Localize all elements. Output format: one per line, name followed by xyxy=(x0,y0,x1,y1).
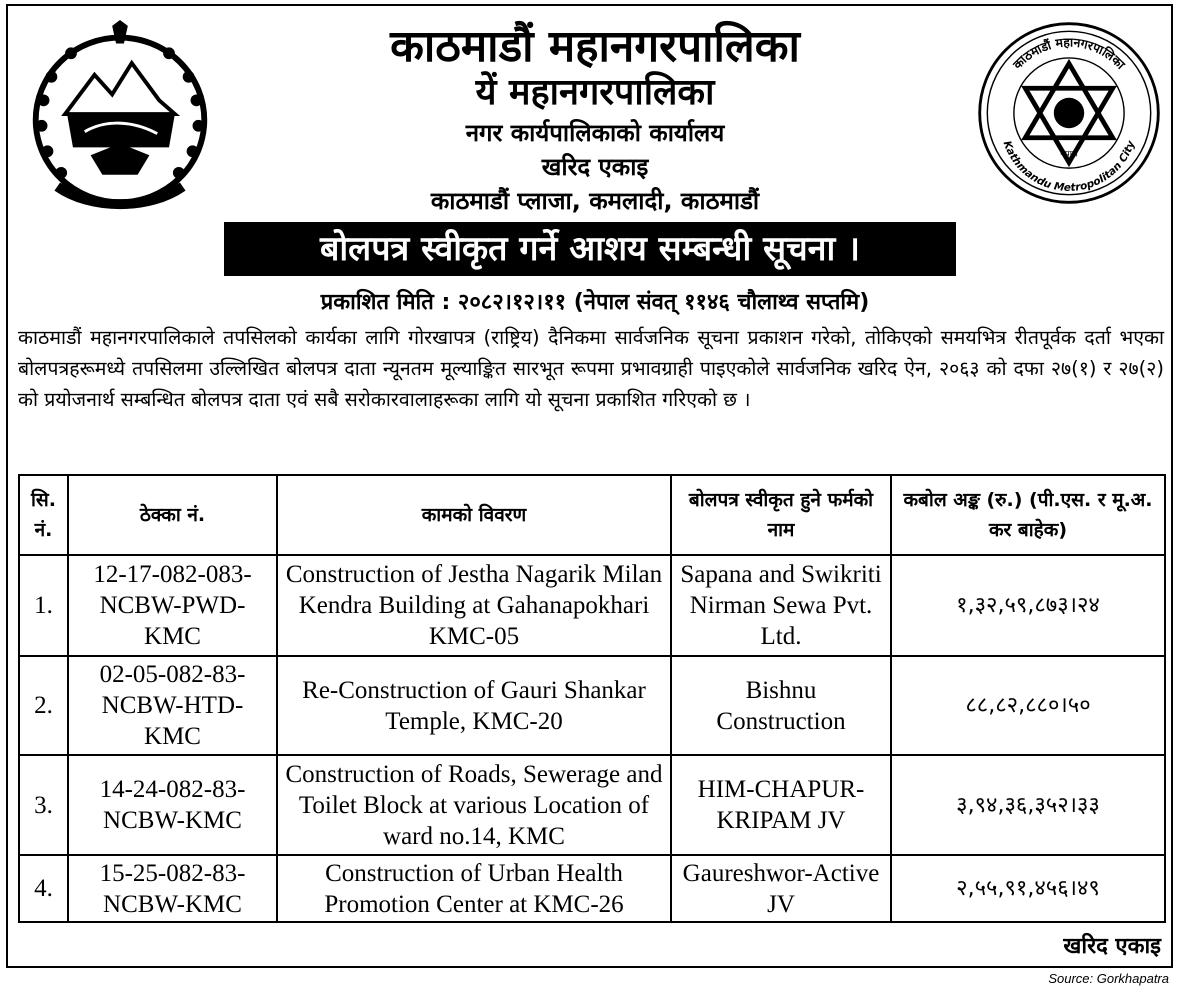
notice-body: काठमाडौं महानगरपालिकाले तपसिलको कार्यका लागि गोरखापत्र (राष्ट्रिय) दैनिकमा सार्वजनिक सूचना प्रकाशन गरेको, तोकिएको समयभित्र रीतपूर्वक दर्ता भएका बोलपत्रहरूमध्ये तपसिलमा उल्लिखित बोलपत्र दाता न्यूनतम मूल्याङ्कित सारभूत रूपमा प्रभावग्राही पाइएकोले सार्वजनिक खरिद ऐन, २०६३ को दफा २७(१) र २७(२) को प्रयोजनार्थ सम्बन्धित बोलपत्र दाता एवं सबै सरोकारवालाहरूका लागि यो सूचना प्रकाशित गरिएको छ । xyxy=(18,326,1164,411)
cell-contract-no: 14-24-082-83-NCBW-KMC xyxy=(68,755,277,855)
unit-name: खरिद एकाइ xyxy=(541,153,649,181)
contract-table xyxy=(18,474,1166,923)
table-row xyxy=(19,555,1165,656)
table-row xyxy=(19,656,1165,755)
cell-amount: १,३२,५९,८७३।२४ xyxy=(891,555,1165,656)
cell-description: Re-Construction of Gauri Shankar Temple, KMC-20 xyxy=(277,656,671,755)
cell-sn: 1. xyxy=(19,555,68,656)
table-row xyxy=(19,855,1165,922)
cell-sn: 4. xyxy=(19,855,68,922)
org-name-newari: यें महानगरपालिका xyxy=(475,71,715,113)
office-name: नगर कार्यपालिकाको कार्यालय xyxy=(465,119,725,147)
cell-amount: २,५५,९१,४५६।४९ xyxy=(891,855,1165,922)
seal-bottom-text: Kathmandu Metropolitan City xyxy=(1000,139,1138,194)
cell-description: Construction of Urban Health Promotion Center at KMC-26 xyxy=(277,855,671,922)
cell-contract-no: 15-25-082-83-NCBW-KMC xyxy=(68,855,277,922)
cell-sn: 2. xyxy=(19,656,68,755)
cell-firm: Gaureshwor-Active JV xyxy=(671,855,891,922)
header-amount: कबोल अङ्क (रु.) (पी.एस. र मू.अ. कर बाहेक) xyxy=(891,475,1165,555)
nepal-emblem-icon xyxy=(22,18,218,214)
cell-firm: Sapana and Swikriti Nirman Sewa Pvt. Ltd. xyxy=(671,555,891,656)
cell-contract-no: 12-17-082-083-NCBW-PWD-KMC xyxy=(68,555,277,656)
header-description: कामको विवरण xyxy=(277,475,671,555)
cell-firm: Bishnu Construction xyxy=(671,656,891,755)
cell-description: Construction of Jestha Nagarik Milan Kendra Building at Gahanapokhari KMC-05 xyxy=(277,555,671,656)
org-name: काठमाडौं महानगरपालिका xyxy=(390,21,800,72)
published-date: प्रकाशित मिति : २०८२।१२।११ (नेपाल संवत् ११४६ चौलाथ्व सप्तमि) xyxy=(320,290,870,315)
kmc-seal-icon xyxy=(974,18,1164,208)
notice-title: बोलपत्र स्वीकृत गर्ने आशय सम्बन्धी सूचना । xyxy=(224,222,956,276)
seal-center-text: नेपाल xyxy=(1060,149,1078,160)
cell-firm: HIM-CHAPUR-KRIPAM JV xyxy=(671,755,891,855)
header-contract-no: ठेक्का नं. xyxy=(68,475,277,555)
header-firm: बोलपत्र स्वीकृत हुने फर्मको नाम xyxy=(671,475,891,555)
header-sn: सि. नं. xyxy=(19,475,68,555)
address: काठमाडौं प्लाजा, कमलादी, काठमाडौं xyxy=(430,187,760,215)
cell-contract-no: 02-05-082-83-NCBW-HTD-KMC xyxy=(68,656,277,755)
footer-unit: खरिद एकाइ xyxy=(1063,934,1161,959)
seal-top-text: काठमाडौं महानगरपालिका xyxy=(1010,35,1128,72)
table-header-row xyxy=(19,475,1165,555)
cell-amount: ८८,८२,८८०।५० xyxy=(891,656,1165,755)
table-row xyxy=(19,755,1165,855)
cell-amount: ३,९४,३६,३५२।३३ xyxy=(891,755,1165,855)
source-credit: Source: Gorkhapatra xyxy=(1048,971,1169,986)
cell-description: Construction of Roads, Sewerage and Toilet Block at various Location of ward no.14, KMC xyxy=(277,755,671,855)
cell-sn: 3. xyxy=(19,755,68,855)
